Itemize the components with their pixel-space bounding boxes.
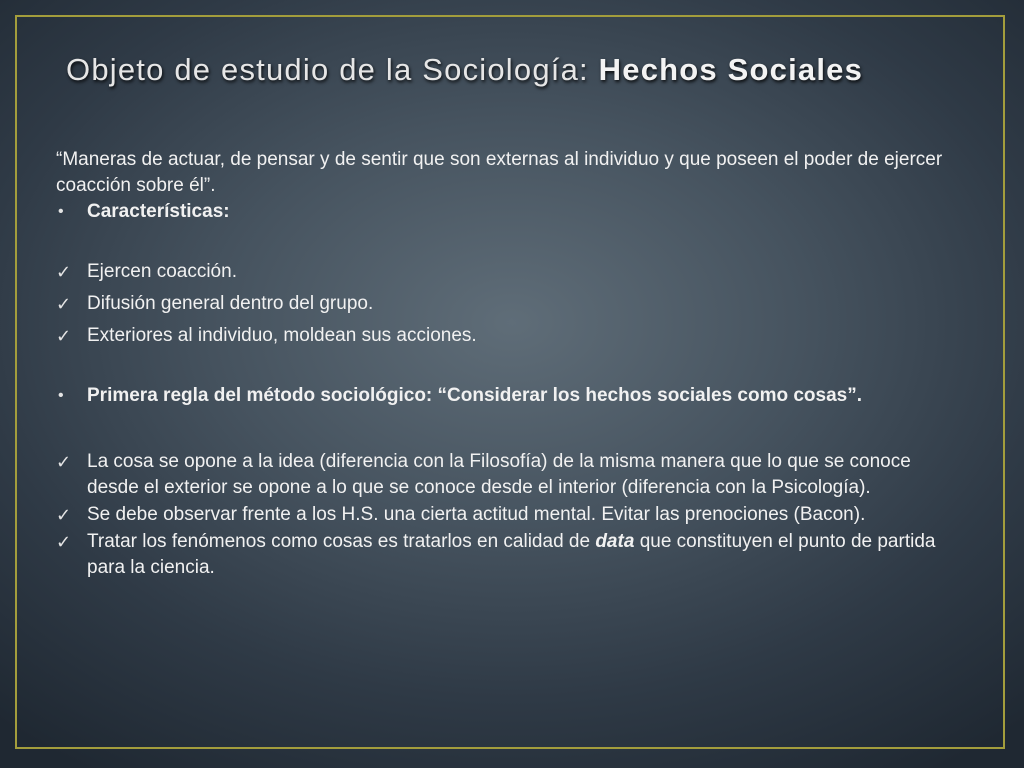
checkmark-icon: ✓: [56, 262, 72, 282]
characteristic-item: [56, 291, 966, 317]
slide-content: [56, 147, 966, 581]
characteristic-item: [56, 259, 966, 285]
rule-point: [56, 449, 966, 501]
title-light: Objeto de estudio de la Sociología:: [66, 52, 589, 87]
last-point-before: Tratar los fenómenos como cosas es tratarlos en calidad de: [87, 531, 591, 552]
characteristic-text: Ejercen coacción.: [87, 261, 237, 282]
characteristic-text: Difusión general dentro del grupo.: [87, 293, 374, 314]
last-point-after: que constituyen el punto de partida para la ciencia.: [87, 531, 936, 578]
characteristics-heading: Características:: [87, 201, 230, 222]
characteristic-text: Exteriores al individuo, moldean sus acciones.: [87, 325, 477, 346]
checkmark-icon: ✓: [56, 294, 72, 314]
bullet-dot-icon: •: [58, 387, 64, 404]
rule-bullet: [56, 383, 966, 409]
slide-title: [66, 52, 986, 88]
checkmark-icon: ✓: [56, 326, 72, 346]
rule-heading: Primera regla del método sociológico: “Considerar los hechos sociales como cosas”.: [87, 385, 863, 406]
title-bold: Hechos Sociales: [598, 52, 864, 87]
data-emphasis: data: [595, 531, 635, 552]
characteristics-bullet: [56, 199, 966, 225]
checkmark-icon: ✓: [56, 505, 72, 525]
rule-point: [56, 529, 966, 581]
checkmark-icon: ✓: [56, 452, 72, 472]
checkmark-icon: ✓: [56, 532, 72, 552]
characteristic-item: [56, 323, 966, 349]
rule-point-text: [87, 531, 935, 578]
rule-point-text: La cosa se opone a la idea (diferencia con la Filosofía) de la misma manera que lo que se conoce desde el exterior se opone a lo que se conoce desde el interior (diferencia con la Psicología).: [87, 451, 911, 498]
bullet-dot-icon: •: [58, 203, 64, 220]
definition-quote: “Maneras de actuar, de pensar y de sentir que son externas al individuo y que poseen el poder de ejercer coacción sobre él”.: [56, 149, 943, 196]
rule-point: [56, 502, 966, 528]
rule-point-text: Se debe observar frente a los H.S. una cierta actitud mental. Evitar las prenociones (Bacon).: [87, 504, 866, 525]
